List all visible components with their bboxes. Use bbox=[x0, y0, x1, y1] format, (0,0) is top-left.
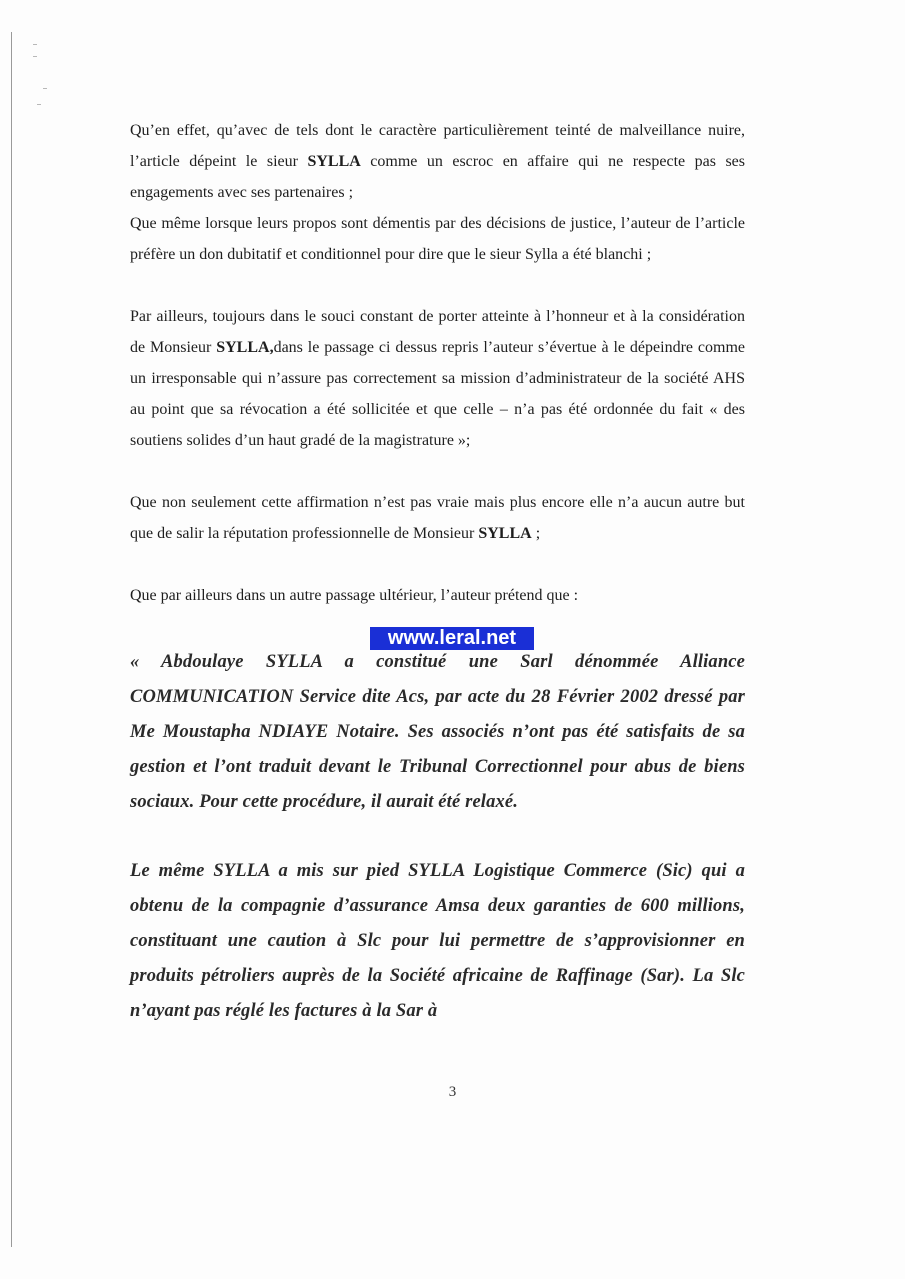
scan-speck bbox=[43, 88, 47, 89]
scan-speck bbox=[37, 104, 41, 105]
name-emphasis: SYLLA, bbox=[216, 339, 274, 356]
document-body bbox=[130, 115, 745, 1029]
paragraph-2: Que même lorsque leurs propos sont démentis par des décisions de justice, l’auteur de l’article préfère un don dubitatif et conditionnel pour dire que le sieur Sylla a été blanchi ; bbox=[130, 215, 745, 263]
watermark-link[interactable]: www.leral.net bbox=[370, 627, 534, 650]
scan-speck bbox=[33, 44, 37, 45]
paragraph-4: Que non seulement cette affirmation n’est pas vraie mais plus encore elle n’a aucun autre but que de salir la réputation professionnelle de Monsieur SYLLA ; bbox=[130, 494, 745, 542]
paragraph-3: Par ailleurs, toujours dans le souci constant de porter atteinte à l’honneur et à la considération de Monsieur SYLLA,dans le passage ci dessus repris l’auteur s’évertue à le dépeindre comme un irresponsable qui n’assure pas correctement sa mission d’administrateur de la société AHS au point que sa révocation a été sollicitée et que celle – n’a pas été ordonnée du fait « des soutiens solides d’un haut gradé de la magistrature »; bbox=[130, 308, 745, 449]
scan-speck bbox=[33, 56, 37, 57]
name-emphasis: SYLLA bbox=[478, 525, 532, 542]
paragraph-5: Que par ailleurs dans un autre passage ultérieur, l’auteur prétend que : bbox=[130, 587, 579, 604]
name-emphasis: SYLLA bbox=[307, 153, 361, 170]
scan-edge-line bbox=[11, 32, 12, 1247]
page-number: 3 bbox=[448, 1084, 457, 1100]
paragraph-1: Qu’en effet, qu’avec de tels dont le caractère particulièrement teinté de malveillance nuire, l’article dépeint le sieur SYLLA comme un escroc en affaire qui ne respecte pas ses engagements avec ses partenaires ; bbox=[130, 122, 745, 201]
quoted-passage-1: « Abdoulaye SYLLA a constitué une Sarl dénommée Alliance COMMUNICATION Service dite Acs, par acte du 28 Février 2002 dressé par Me Moustapha NDIAYE Notaire. Ses associés n’ont pas été satisfaits de sa gestion et l’ont traduit devant le Tribunal Correctionnel pour abus de biens sociaux. Pour cette procédure, il aurait été relaxé. bbox=[130, 652, 745, 812]
quoted-passage-2: Le même SYLLA a mis sur pied SYLLA Logistique Commerce (Sic) qui a obtenu de la compagnie d’assurance Amsa deux garanties de 600 millions, constituant une caution à Slc pour lui permettre de s’approvisionner en produits pétroliers auprès de la Société africaine de Raffinage (Sar). La Slc n’ayant pas réglé les factures à la Sar à bbox=[130, 861, 745, 1021]
